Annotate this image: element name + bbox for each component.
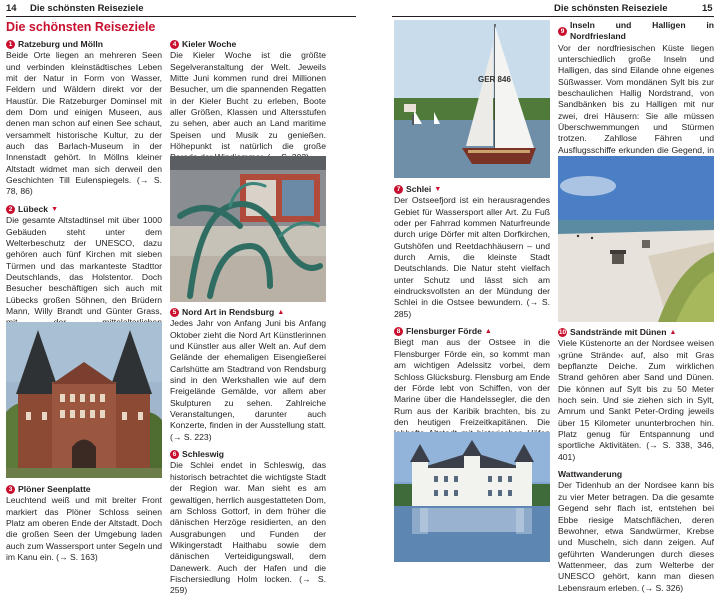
entry-title: Schlei <box>406 184 432 194</box>
entry-title: Schleswig <box>182 449 225 460</box>
entry-text: Der Ostseefjord ist ein herausragendes Gebiet für Wassersport aller Art. Zu Fuß oder per Fahrrad kommen Naturfreunde durch urige Dörfer mit alten Dorfkirchen, Gutshöfen und Reetdachhäusern – und durch Arnis, die kleinste Stadt Deutschlands. Die Natur steht vielfach unter Schutz und lässt sich am eindrucksvollsten an der Mündung der Schlei in die Ostsee bewundern. (→ S. 285) <box>394 195 550 319</box>
top-pick-triangle-icon: ▲ <box>277 309 285 316</box>
top-pick-triangle-icon: ▼ <box>434 186 442 193</box>
entry-number-badge: 1 <box>6 40 15 49</box>
entry-text: Die gesamte Altstadtinsel mit über 1000 Gebäuden steht unter dem Welterbeschutz der UNESCO, dazu gehören auch fünf Kirchen mit sieben Türmen und das markanteste Stadttor Deutschlands, das Holstentor. Doch Besucher beschäftigen sich auch mit Lübecks großen Söhnen, den Brüdern Mann, Willy Brandt und Günter Grass, <box>6 215 162 316</box>
entry-sandstraende <box>558 327 714 463</box>
photo-nord-art-sculpture <box>170 156 326 302</box>
left-column-2 <box>170 39 326 170</box>
entry-text: Der Tidenhub an der Nordsee kann bis zu vier Meter betragen. Da die gesamte Gegend sehr flach ist, entstehen bei Ebbe riesige Matschflächen, deren Bewohner, etwa Sandwürmer, Krebse und Muscheln, sich dann zeigen. Auf geführten Wanderungen durch dieses Wattenmeer, das zum Welterbe der UNESCO gehört, kann man diesen Lebensraum erleben. (→ S. 326) <box>558 480 714 593</box>
right-column-1 <box>394 184 550 468</box>
entry-text: Leuchtend weiß und mit breiter Front markiert das Plöner Schloss seinen Platz am oberen Ende der Altstadt. Doch die großen Seen der Umgebung laden auch zum Wassersport unter Segeln und im Kanu ein. (→ S. 163) <box>6 495 162 563</box>
entry-number-badge: 10 <box>558 329 567 336</box>
entry-title: Lübeck <box>18 203 49 214</box>
top-pick-triangle-icon: ▲ <box>669 329 677 336</box>
entry-number-badge: 5 <box>170 308 179 317</box>
entry-schleswig <box>170 449 326 596</box>
entry-text: Jedes Jahr von Anfang Juni bis Anfang Oktober zieht die Nord Art Künstlerinnen und Künstler aus aller Welt an. Auf dem Gelände der ehemaligen Eisengießerei Carlshütte am Stadtrand von Rendsburg sind in den Werkshallen wie auf dem Freigelände Gemälde, vor allem aber Skulpturen zu sehen. Zahlreiche Veranstaltungen, darunter auch Konzerte, finden in der Ausstellung statt. (→ S. 223) <box>170 318 326 442</box>
left-column-1-bottom <box>6 484 162 569</box>
section-title: Die schönsten Reiseziele <box>6 20 156 34</box>
sail-number: GER 846 <box>478 75 511 84</box>
entry-title: Flensburger Förde <box>406 326 482 337</box>
entry-title: Wattwanderung <box>558 469 623 480</box>
photo-sailboat <box>394 20 550 178</box>
entry-text: Vor der nordfriesischen Küste liegen unterschiedlich große Inseln und Halligen, das sind Eilande ohne eigenes Süßwasser. Vom mondänen Sylt bis zur beschaulichen Hallig Nordstrand, von Sandbänken bis zu Halligen mit nur zwei, drei Häusern: Sie alle müssen Überschwemmungen und Stürmen trotzen. Zahllose Fähren und Ausflugsschiffe erkunden die Gegend, in <box>558 42 714 155</box>
entry-title: Inseln und Halligen in Nordfriesland <box>570 20 714 42</box>
entry-number-badge: 7 <box>394 185 403 194</box>
top-pick-triangle-icon: ▼ <box>51 205 59 213</box>
entry-ploen <box>6 484 162 563</box>
entry-text: Viele Küstenorte an der Nordsee weisen ›grüne Strände‹ auf, also mit Gras bepflanzte Deiche. Zum wirklichen Strand gehören aber Sand und Dünen. Die können auf Sylt bis zu 50 Meter hoch sein. Und sie ziehen sich in Sylt, Amrum und Sankt Peter-Ording jeweils über 15 Kilometer ununterbrochen hin. Platz genug für Entspannung und sportliche Aktivitäten. (→ S. 338, 346, 401) <box>558 338 714 462</box>
entry-number-badge: 9 <box>558 27 567 36</box>
entry-kieler-woche <box>170 39 326 164</box>
photo-gluecksburg-castle <box>394 432 550 562</box>
entry-title: Nord Art in Rendsburg <box>182 307 275 317</box>
entry-number-badge: 3 <box>6 485 15 494</box>
entry-ratzeburg <box>6 39 162 198</box>
entry-title: Plöner Seenplatte <box>18 484 91 494</box>
right-column-2-bottom <box>558 327 714 600</box>
entry-number-badge: 4 <box>170 40 179 49</box>
left-page <box>0 0 356 596</box>
entry-wattwanderung <box>558 469 714 594</box>
entry-schlei <box>394 184 550 320</box>
right-page <box>364 0 720 593</box>
photo-holstentor <box>6 322 162 478</box>
entry-title: Sandstrände mit Dünen <box>570 327 667 337</box>
entry-number-badge: 2 <box>6 205 15 214</box>
entry-text: Biegt man aus der Ostsee in die Flensburger Förde ein, so kommt man am wichtigen Adelssitz vorbei, dem Schloss Glücksburg. Flensburg am Ende der Förde lebt von Schiffen, von der Marine über die Handelssegler, die den Rum aus der Karibik brachten, bis zu den heutigen Freizeitkapitänen. Die <box>394 337 550 427</box>
entry-number-badge: 8 <box>394 327 403 336</box>
entry-title: Ratzeburg und Mölln <box>18 39 103 49</box>
page-number-right: 15 <box>702 3 713 14</box>
left-column-2-bottom <box>170 307 326 603</box>
running-head-right: Die schönsten Reiseziele <box>554 3 668 14</box>
running-head-left: Die schönsten Reiseziele <box>30 3 144 14</box>
top-pick-triangle-icon: ▲ <box>484 328 492 336</box>
running-head-rule <box>392 16 714 17</box>
entry-text: Die Kieler Woche ist die größte Segelveranstaltung der Welt. Jeweils Mitte Juni kommen rund drei Millionen Besucher, um die spannenden Regatten in der Kieler Bucht zu erleben, Boote aller Größen, Klassen und Altersstufen zu sehen, aber auch an Land maritime Speisen und Musik zu genießen. Höhepunkt ist natürlich die große <box>170 50 326 152</box>
entry-inseln-halligen <box>558 20 714 179</box>
entry-text: Die Schlei endet in Schleswig, das historisch betrachtet die wichtigste Stadt der Region war. Man sieht es am gewaltigen, herrlich ausgestatteten Dom, am Schloss Gottorf, in dem früher die dänischen Herzöge residierten, an den Ausgrabungen und Funden der Wikingerstadt Haithabu sowie dem dänischen Verteidigungswall, dem Danewerk. Auch der Hafen und die Fischersiedlung Holm locken. (→ S. 259) <box>170 460 326 596</box>
entry-nord-art <box>170 307 326 443</box>
entry-title: Kieler Woche <box>182 39 237 49</box>
entry-number-badge: 6 <box>170 450 179 459</box>
photo-beach-dunes <box>558 156 714 322</box>
left-column-1 <box>6 20 162 357</box>
entry-text: Beide Orte liegen an mehreren Seen und verbinden kleinstädtisches Leben mit der Natur in Form von Wasser, Feldern und Wäldern direkt vor der Haustür. Die Ratzeburger Dominsel mit dem Dom und einigen Museen, aus denen man schon auf einen See schaut, versammelt historische Kultur, zu der auch das Barlach-Museum in der Innenstadt gehört. In Möllns kleiner Altstadt widmet man sich derweil den Geschichten Till Eulenspiegels. (→ S. 78, 86) <box>6 50 162 197</box>
page-number-left: 14 <box>6 3 17 14</box>
running-head-rule <box>6 16 356 17</box>
